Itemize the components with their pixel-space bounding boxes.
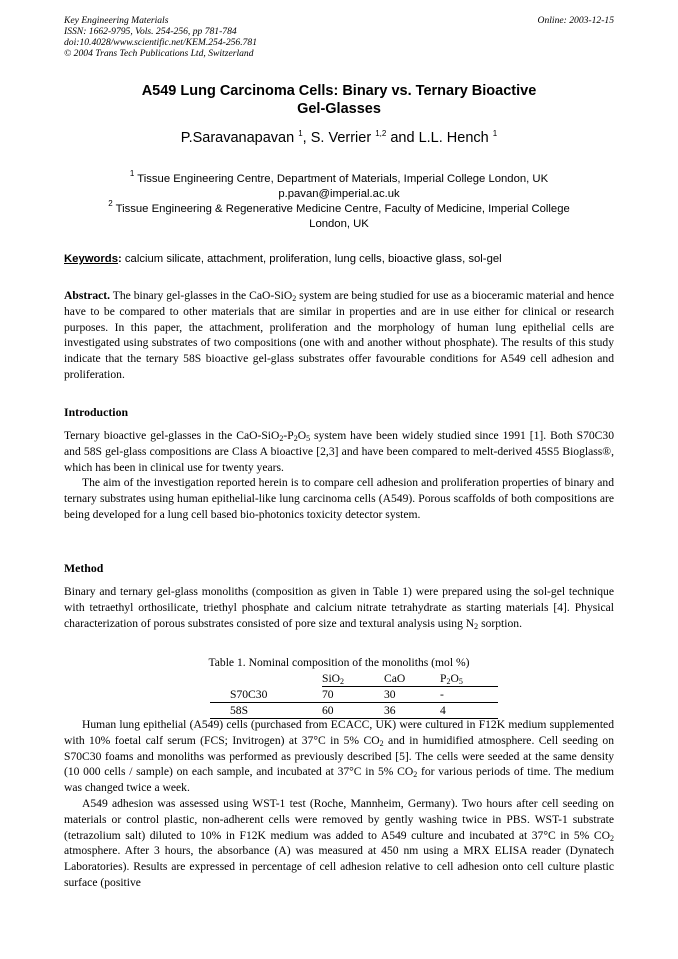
table-header-p2o5 — [440, 671, 498, 687]
paper-title — [64, 82, 614, 118]
keywords-colon: : — [118, 253, 122, 265]
author-3: and L.L. Hench — [386, 130, 493, 146]
title-line-1: A549 Lung Carcinoma Cells: Binary vs. Ternary Bioactive — [141, 83, 537, 99]
intro-p1-a: Ternary bioactive gel-glasses in the CaO-SiO — [64, 429, 280, 442]
intro-p1-d: system have been widely studied since 1991 [1]. Both S70C30 and 58S gel-glass compositions are Class A bioactive [2,3] and have been compared to melt-derived 45S5 Bioglass®, which has been in clinical use for twenty years. — [64, 429, 614, 474]
method-p2-a: Human lung epithelial (A549) cells (purchased from ECACC, UK) were cultured in F12K medium supplemented with 10% foetal calf serum (FCS; Invitrogen) at 37°C in 5% CO — [64, 718, 614, 747]
hdr-p2o5-sub: 2 — [446, 677, 451, 686]
affiliation-1-text: Tissue Engineering Centre, Department of Materials, Imperial College London, UK — [134, 173, 549, 185]
method-paragraph-1 — [64, 584, 614, 631]
method-p1-sub: 2 — [474, 621, 479, 631]
author-2-affil: 1,2 — [375, 129, 387, 138]
abstract-sub: 2 — [292, 294, 297, 303]
table-cell-p2o5: - — [440, 687, 498, 703]
table-header-sio2 — [322, 671, 384, 687]
method-p2-c: for various periods of time. The medium was changed twice a week. — [64, 765, 615, 795]
hdr-p2o5-sub2: 5 — [458, 677, 463, 686]
online-date: Online: 2003-12-15 — [537, 15, 614, 26]
title-line-2: Gel-Glasses — [297, 101, 381, 117]
keywords-text: calcium silicate, attachment, proliferation, lung cells, bioactive glass, sol-gel — [121, 253, 502, 265]
intro-p1-sub1: 2 — [279, 434, 284, 443]
intro-p1-b: -P — [283, 429, 294, 442]
intro-p1-sub3: 5 — [306, 434, 311, 443]
table-cell-cao: 36 — [384, 703, 440, 719]
method-p2-sub1: 2 — [379, 738, 384, 748]
table-cell-sio2: 60 — [322, 703, 384, 719]
method-p1-b: sorption. — [478, 616, 522, 630]
affiliation-2-text: Tissue Engineering & Regenerative Medicine Centre, Faculty of Medicine, Imperial College — [112, 203, 570, 215]
copyright-line: © 2004 Trans Tech Publications Ltd, Switzerland — [64, 48, 254, 59]
table-row — [210, 687, 498, 703]
method-p3-a: A549 adhesion was assessed using WST-1 test (Roche, Mannheim, Germany). Two hours after cell seeding on materials or control plastic, non-adherent cells were removed by gently washing twice in PBS. WST-1 substrate (tetrazolium salt) diluted to 10% in F12K medium was added to A549 culture and incubated at 37°C in 5% CO — [64, 796, 614, 842]
table-cell-name: S70C30 — [210, 687, 322, 703]
table-cell-p2o5: 4 — [440, 703, 498, 719]
method-p2-b: and in humidified atmosphere. Cell seeding on S70C30 foams and monoliths was performed as previously described [5]. The cells were seeded at the same density (10 000 cells / sample) on each sample, and incubated at 37°C in 5% CO — [64, 733, 615, 779]
author-1: P.Saravanapavan — [180, 130, 299, 146]
author-3-affil: 1 — [492, 129, 498, 138]
table-cell-name: 58S — [210, 703, 322, 719]
affiliation-1 — [64, 169, 614, 187]
author-email: p.pavan@imperial.ac.uk — [278, 188, 400, 200]
hdr-p2o5-tail: O — [450, 672, 459, 685]
introduction-paragraph-2: The aim of the investigation reported herein is to compare cell adhesion and proliferation properties of binary and ternary substrates using human epithelial-like lung carcinoma cells (A549). Porous scaffolds of both compositions are being developed for a lung cell based bio-photonics toxicity detector system. — [64, 476, 614, 521]
abstract-label: Abstract. — [64, 289, 111, 302]
method-body — [64, 584, 614, 631]
abstract — [64, 288, 614, 383]
journal-name: Key Engineering Materials — [64, 15, 169, 26]
author-1-affil: 1 — [298, 129, 303, 138]
method-body-continued — [64, 717, 614, 891]
method-paragraph-2 — [64, 717, 614, 796]
issn-line: ISSN: 1662-9795, Vols. 254-256, pp 781-784 — [64, 26, 237, 37]
introduction-paragraph-1 — [64, 428, 614, 475]
introduction-heading: Introduction — [64, 405, 129, 419]
affiliation-2 — [64, 199, 614, 217]
affiliation-1-mark: 1 — [129, 169, 135, 178]
method-p2-sub2: 2 — [413, 770, 418, 780]
intro-p1-sub2: 2 — [293, 434, 298, 443]
composition-table — [210, 671, 498, 719]
table-cell-cao: 30 — [384, 687, 440, 703]
method-p1-a: Binary and ternary gel-glass monoliths (composition as given in Table 1) were prepared using the sol-gel technique with tetraethyl orthosilicate, triethyl phosphate and calcium nitrate tetrahydrate as starting materials [4]. Physical characterization of porous substrates consisted of pore size and textural analysis using N — [64, 585, 614, 630]
hdr-sio2-base: SiO — [322, 672, 341, 685]
abstract-text-1: The binary gel-glasses in the CaO-SiO — [110, 289, 293, 302]
keywords — [64, 252, 624, 266]
affiliations — [64, 169, 614, 232]
table-caption: Table 1. Nominal composition of the monoliths (mol %) — [208, 656, 470, 669]
affiliation-2-cont: London, UK — [309, 218, 369, 230]
introduction-body — [64, 428, 614, 523]
method-p3-b: atmosphere. After 3 hours, the absorbance (A) was measured at 450 nm using a MRX ELISA reader (Dynatech Laboratories). Results are expressed in percentage of cell adhesion relative to cell adhesion onto cell culture plastic surface (positive — [64, 844, 614, 889]
intro-p1-c: O — [297, 429, 307, 442]
method-heading: Method — [64, 561, 104, 575]
hdr-p2o5-base: P — [440, 672, 447, 685]
journal-header — [64, 15, 484, 59]
table-header-cao: CaO — [384, 671, 440, 687]
method-p3-sub: 2 — [610, 833, 614, 843]
author-2: , S. Verrier — [302, 130, 376, 146]
doi-line: doi:10.4028/www.scientific.net/KEM.254-256.781 — [64, 37, 258, 48]
author-list — [64, 129, 614, 147]
table-header-blank — [210, 671, 322, 687]
hdr-sio2-sub: 2 — [340, 677, 345, 686]
table-header-row — [210, 671, 498, 687]
abstract-text-2: system are being studied for use as a bioceramic material and hence have to be compared to other materials that are similar in properties and are in use either for clinical or research purposes. In this paper, the attachment, proliferation and the morphology of human lung epithelial cells are investigated using substrates of two compositions (one with and another without phosphate). The results of this study indicate that the ternary 58S bioactive gel-glass substrates offer favourable conditions for A549 cell adhesion and proliferation. — [64, 289, 614, 381]
keywords-label: Keywords — [64, 253, 118, 265]
affiliation-2-mark: 2 — [108, 199, 113, 208]
method-paragraph-3 — [64, 796, 614, 891]
table-cell-sio2: 70 — [322, 687, 384, 703]
